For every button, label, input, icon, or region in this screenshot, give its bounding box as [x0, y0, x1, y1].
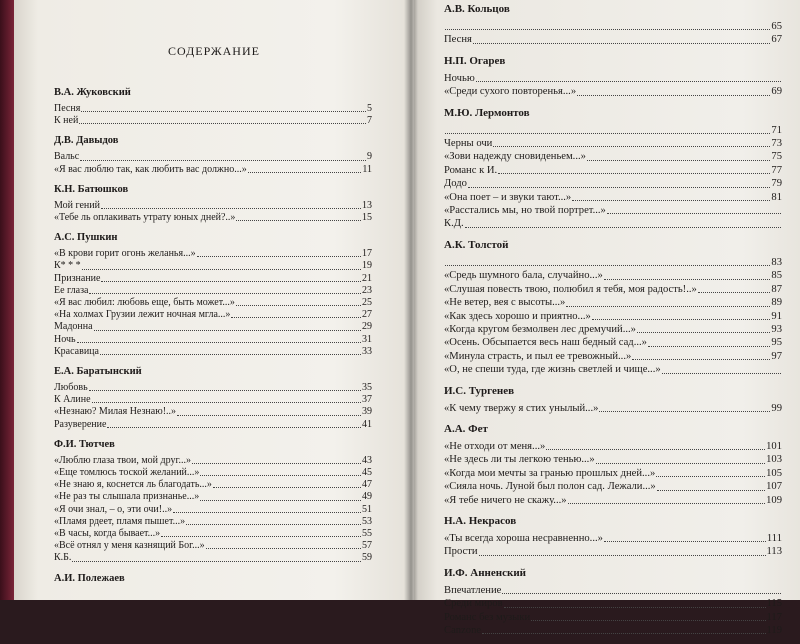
- dot-leader: [587, 160, 770, 161]
- toc-section: [54, 231, 372, 358]
- page-number: 71: [771, 124, 782, 136]
- page-number: 17: [362, 248, 372, 260]
- page-number: 113: [766, 546, 782, 558]
- entry-title: Ее глаза: [54, 284, 89, 296]
- entry-title: Черны очи: [444, 138, 493, 150]
- toc-section: [54, 134, 372, 175]
- page-number: 11: [362, 163, 372, 175]
- toc-entry: [444, 494, 782, 507]
- dot-leader: [604, 541, 766, 542]
- toc-entry: [54, 382, 372, 394]
- page-number: 23: [362, 284, 372, 296]
- dot-leader: [604, 279, 771, 280]
- page-number: 29: [362, 321, 372, 333]
- toc-section: [444, 238, 782, 377]
- entry-title: «Я очи знал, – о, эти очи!..»: [54, 503, 173, 515]
- toc-entry: [444, 204, 782, 217]
- page-number: 101: [766, 440, 782, 452]
- toc-entry: [444, 217, 782, 230]
- toc-entry: [444, 624, 782, 637]
- toc-section: [444, 384, 782, 415]
- dot-leader: [161, 536, 361, 537]
- toc-entry: [54, 504, 372, 516]
- toc-section: [444, 422, 782, 507]
- page-number: 69: [771, 86, 782, 98]
- dot-leader: [637, 332, 770, 333]
- entry-title: Ночь: [54, 333, 76, 345]
- dot-leader: [248, 172, 362, 173]
- dot-leader: [568, 503, 766, 504]
- toc-entry: [54, 164, 372, 176]
- page-number: 99: [771, 402, 782, 414]
- entry-title: Мой гений: [54, 199, 100, 211]
- dot-leader: [89, 293, 361, 294]
- toc-entry: [444, 137, 782, 150]
- author-heading: Е.А. Баратынский: [54, 366, 142, 378]
- entry-title: «Когда мои мечты за гранью прошлых дней...»: [444, 467, 656, 479]
- page-number: 5: [367, 103, 372, 114]
- dot-leader: [206, 548, 361, 549]
- page-number: 25: [362, 297, 372, 309]
- toc-section: [444, 566, 782, 638]
- entry-title: «В часы, когда бывает...»: [54, 528, 161, 540]
- dot-leader: [197, 256, 361, 257]
- entry-title: К.Б.: [54, 552, 72, 564]
- toc-entry: [444, 545, 782, 558]
- page-number: 33: [362, 345, 372, 357]
- entry-title: «Минула страсть, и пыл ее тревожный...»: [444, 350, 632, 362]
- entry-title: «Она поет – и звуки тают...»: [444, 191, 572, 203]
- entry-title: «В крови горит огонь желанья...»: [54, 248, 196, 260]
- page-number: 117: [766, 611, 782, 623]
- dot-leader: [107, 427, 361, 428]
- dot-leader: [662, 373, 781, 374]
- dot-leader: [236, 305, 361, 306]
- author-heading: Д.В. Давыдов: [54, 135, 119, 147]
- dot-leader: [657, 490, 765, 491]
- dot-leader: [173, 512, 361, 513]
- dot-leader: [504, 607, 766, 608]
- author-heading: М.Ю. Лермонтов: [444, 106, 530, 119]
- entry-title: Вальс: [54, 151, 80, 163]
- page-number: 55: [362, 528, 372, 540]
- entry-title: Впечатление: [444, 584, 502, 596]
- dot-leader: [186, 524, 361, 525]
- page-number: 107: [766, 481, 782, 493]
- entry-title: «Я вас люблю так, как любить вас должно...»: [54, 163, 247, 175]
- dot-leader: [531, 620, 765, 621]
- page-number: 7: [367, 115, 372, 127]
- entry-title: «Средь шумного бала, случайно...»: [444, 270, 603, 282]
- page-number: 35: [362, 382, 372, 394]
- dot-leader: [100, 354, 361, 355]
- book-gutter: [404, 0, 418, 600]
- toc-entry: [54, 552, 372, 564]
- toc-section: [444, 106, 782, 231]
- toc-entry: [54, 419, 372, 431]
- page-number: 41: [362, 418, 372, 430]
- dot-leader: [200, 475, 361, 476]
- entry-title: Любовь: [54, 382, 88, 394]
- author-heading: А.И. Полежаев: [54, 572, 125, 584]
- page-number: 9: [367, 151, 372, 163]
- entry-title: Песня: [54, 103, 81, 114]
- entry-title: «К чему твержу я стих унылый...»: [444, 402, 599, 414]
- left-toc-column: [54, 86, 372, 596]
- entry-title: Прости: [444, 546, 478, 558]
- entry-title: «Незнаю? Милая Незнаю!..»: [54, 406, 177, 418]
- toc-entry: [444, 467, 782, 480]
- entry-title: «Когда кругом безмолвен лес дремучий...»: [444, 323, 636, 335]
- dot-leader: [101, 208, 361, 209]
- dot-leader: [596, 463, 765, 464]
- dot-leader: [599, 411, 770, 412]
- page-number: 77: [771, 164, 782, 176]
- left-page: [14, 0, 414, 600]
- dot-leader: [92, 402, 361, 403]
- page-number: 105: [766, 467, 782, 479]
- entry-title: «Не здесь ли ты легкою тенью...»: [444, 454, 595, 466]
- toc-section: [54, 183, 372, 224]
- page-number: 109: [766, 494, 782, 506]
- entry-title: «Не отходи от меня...»: [444, 440, 546, 452]
- toc-entry: [444, 85, 782, 98]
- entry-title: Романс без музыки: [444, 611, 531, 623]
- author-heading: И.Ф. Анненский: [444, 566, 526, 579]
- dot-leader: [445, 133, 770, 134]
- toc-section: [54, 572, 372, 589]
- toc-entry: [54, 212, 372, 224]
- dot-leader: [200, 500, 361, 501]
- page-number: 53: [362, 515, 372, 527]
- dot-leader: [81, 111, 366, 112]
- dot-leader: [656, 476, 765, 477]
- right-toc-column: [444, 2, 782, 644]
- toc-entry: [444, 532, 782, 545]
- dot-leader: [493, 146, 770, 147]
- page-number: 59: [362, 552, 372, 564]
- toc-entry: [54, 309, 372, 321]
- page-number: 67: [771, 34, 782, 46]
- dot-leader: [698, 292, 771, 293]
- page-number: 93: [771, 323, 782, 335]
- page-number: 49: [362, 491, 372, 503]
- dot-leader: [632, 359, 770, 360]
- toc-entry: [444, 33, 782, 46]
- dot-leader: [566, 306, 770, 307]
- dot-leader: [607, 213, 781, 214]
- dot-leader: [502, 593, 781, 594]
- entry-title: «Среди сухого повторенья...»: [444, 86, 577, 98]
- toc-title: СОДЕРЖАНИЕ: [168, 44, 260, 58]
- page-number: 95: [771, 337, 782, 349]
- entry-title: «Еще томлюсь тоской желаний...»: [54, 467, 200, 479]
- entry-title: «Расстались мы, но твой портрет...»: [444, 205, 606, 217]
- page-number: 45: [362, 467, 372, 479]
- entry-title: «Слушая повесть твою, полюбил я тебя, моя радость!..»: [444, 283, 697, 295]
- dot-leader: [445, 29, 770, 30]
- entry-title: «О, не спеши туда, где жизнь светлей и чище...»: [444, 364, 661, 376]
- entry-title: Canzone: [444, 625, 482, 636]
- entry-title: К Алине: [54, 394, 91, 406]
- dot-leader: [572, 200, 770, 201]
- page-number: 65: [771, 21, 782, 32]
- entry-title: «Осень. Обсыпается весь наш бедный сад...»: [444, 337, 647, 349]
- dot-leader: [577, 95, 770, 96]
- author-heading: И.С. Тургенев: [444, 384, 515, 397]
- toc-entry: [54, 273, 372, 285]
- toc-entry: [444, 72, 782, 85]
- dot-leader: [445, 265, 770, 266]
- toc-entry: [444, 336, 782, 349]
- toc-entry: [54, 479, 372, 491]
- page-number: 21: [362, 272, 372, 284]
- entry-title: Разуверение: [54, 418, 107, 430]
- toc-entry: [444, 350, 782, 363]
- toc-entry: [54, 200, 372, 212]
- entry-title: «Не раз ты слышала признанье...»: [54, 491, 200, 503]
- toc-entry: [444, 323, 782, 336]
- page-number: 103: [766, 454, 782, 466]
- entry-title: «Пламя рдеет, пламя пышет...»: [54, 515, 186, 527]
- dot-leader: [236, 220, 361, 221]
- entry-title: «Не знаю я, коснется ль благодать...»: [54, 479, 212, 491]
- dot-leader: [80, 160, 366, 161]
- toc-entry: [444, 296, 782, 309]
- entry-title: «На холмах Грузии лежит ночная мгла...»: [54, 309, 231, 321]
- page-number: 13: [362, 199, 372, 211]
- page-number: 37: [362, 394, 372, 406]
- toc-entry: [444, 363, 782, 376]
- dot-leader: [94, 330, 361, 331]
- entry-title: «Ты всегда хороша несравненно...»: [444, 532, 603, 544]
- toc-entry: [54, 321, 372, 333]
- entry-title: Признание: [54, 272, 101, 284]
- author-heading: Ф.И. Тютчев: [54, 438, 115, 450]
- page-number: 57: [362, 540, 372, 552]
- toc-entry: [54, 528, 372, 540]
- dot-leader: [213, 487, 361, 488]
- page-number: 73: [771, 138, 782, 150]
- toc-entry: [54, 334, 372, 346]
- toc-entry: [444, 20, 782, 33]
- toc-section: [444, 514, 782, 559]
- author-heading: К.Н. Батюшков: [54, 183, 129, 195]
- page-number: 79: [771, 178, 782, 190]
- page-number: 81: [771, 191, 782, 203]
- dot-leader: [465, 227, 781, 228]
- toc-entry: [54, 151, 372, 163]
- dot-leader: [101, 281, 361, 282]
- toc-entry: [444, 150, 782, 163]
- page-number: 115: [766, 598, 782, 610]
- toc-entry: [444, 177, 782, 190]
- dot-leader: [476, 81, 781, 82]
- entry-title: К.Д.: [444, 218, 464, 230]
- toc-entry: [54, 115, 372, 127]
- dot-leader: [479, 555, 766, 556]
- toc-section: [444, 54, 782, 99]
- dot-leader: [546, 449, 765, 450]
- toc-entry: [444, 611, 782, 624]
- page-number: 87: [771, 283, 782, 295]
- toc-entry: [54, 467, 372, 479]
- toc-entry: [444, 310, 782, 323]
- toc-section: [54, 438, 372, 565]
- dot-leader: [192, 463, 361, 464]
- entry-title: Ночью: [444, 72, 475, 84]
- dot-leader: [177, 415, 361, 416]
- author-heading: А.С. Пушкин: [54, 232, 118, 244]
- author-heading: А.В. Кольцов: [444, 3, 510, 15]
- toc-entry: [444, 269, 782, 282]
- dot-leader: [473, 43, 771, 44]
- entry-title: Романс к И.: [444, 164, 498, 176]
- right-page: [414, 0, 800, 636]
- author-heading: Н.А. Некрасов: [444, 514, 517, 527]
- dot-leader: [72, 561, 361, 562]
- entry-title: К* * *: [54, 260, 81, 272]
- dot-leader: [648, 346, 770, 347]
- toc-entry: [54, 103, 372, 115]
- toc-entry: [54, 455, 372, 467]
- page-number: 27: [362, 309, 372, 321]
- page-number: 111: [766, 532, 782, 544]
- toc-entry: [444, 256, 782, 269]
- entry-title: Песня: [444, 34, 472, 46]
- entry-title: «Люблю глаза твои, мой друг...»: [54, 454, 191, 466]
- toc-entry: [444, 480, 782, 493]
- page-number: 39: [362, 406, 372, 418]
- author-heading: А.К. Толстой: [444, 238, 509, 251]
- entry-title: «Сияла ночь. Луной был полон сад. Лежали...»: [444, 481, 656, 493]
- dot-leader: [231, 317, 361, 318]
- author-heading: А.А. Фет: [444, 422, 488, 435]
- dot-leader: [89, 390, 361, 391]
- author-heading: Н.П. Огарев: [444, 54, 506, 67]
- dot-leader: [592, 319, 771, 320]
- toc-entry: [54, 516, 372, 528]
- dot-leader: [498, 173, 770, 174]
- author-heading: В.А. Жуковский: [54, 87, 131, 98]
- page-number: 43: [362, 454, 372, 466]
- toc-entry: [444, 584, 782, 597]
- entry-title: «Зови надежду сновиденьем...»: [444, 151, 586, 163]
- dot-leader: [82, 269, 361, 270]
- toc-entry: [54, 285, 372, 297]
- entry-title: Среди миров: [444, 598, 503, 610]
- toc-section: [444, 2, 782, 47]
- page-number: 97: [771, 350, 782, 362]
- dot-leader: [482, 633, 765, 634]
- entry-title: «Всё отнял у меня казнящий Бог...»: [54, 540, 205, 552]
- toc-entry: [54, 248, 372, 260]
- toc-entry: [444, 597, 782, 610]
- toc-entry: [444, 440, 782, 453]
- entry-title: «Я вас любил: любовь еще, быть может...»: [54, 297, 235, 309]
- dot-leader: [79, 123, 366, 124]
- entry-title: Красавица: [54, 345, 99, 357]
- toc-entry: [444, 453, 782, 466]
- toc-entry: [54, 260, 372, 272]
- toc-entry: [54, 346, 372, 358]
- toc-entry: [444, 191, 782, 204]
- dot-leader: [468, 187, 771, 188]
- page-number: 19: [362, 260, 372, 272]
- toc-entry: [54, 406, 372, 418]
- entry-title: «Тебе ль оплакивать утрату юных дней?..»: [54, 212, 236, 224]
- toc-entry: [54, 297, 372, 309]
- toc-entry: [444, 283, 782, 296]
- dot-leader: [77, 342, 361, 343]
- page-number: 75: [771, 151, 782, 163]
- entry-title: «Не ветер, вея с высоты...»: [444, 297, 566, 309]
- page-number: 31: [362, 333, 372, 345]
- book-spine: [0, 0, 14, 600]
- page-number: 15: [362, 212, 372, 224]
- entry-title: «Как здесь хорошо и приятно...»: [444, 310, 591, 322]
- page-number: 119: [766, 625, 782, 636]
- toc-entry: [54, 394, 372, 406]
- page-number: 47: [362, 479, 372, 491]
- entry-title: К ней: [54, 115, 79, 127]
- entry-title: Додо: [444, 178, 467, 190]
- page-number: 91: [771, 310, 782, 322]
- toc-entry: [444, 124, 782, 137]
- page-number: 51: [362, 503, 372, 515]
- entry-title: Мадонна: [54, 321, 93, 333]
- toc-entry: [444, 402, 782, 415]
- entry-title: «Я тебе ничего не скажу...»: [444, 494, 567, 506]
- page-number: 83: [771, 256, 782, 268]
- toc-entry: [444, 164, 782, 177]
- toc-entry: [54, 491, 372, 503]
- page-number: 89: [771, 297, 782, 309]
- toc-section: [54, 365, 372, 431]
- toc-entry: [54, 540, 372, 552]
- toc-section: [54, 86, 372, 127]
- page-number: 85: [771, 270, 782, 282]
